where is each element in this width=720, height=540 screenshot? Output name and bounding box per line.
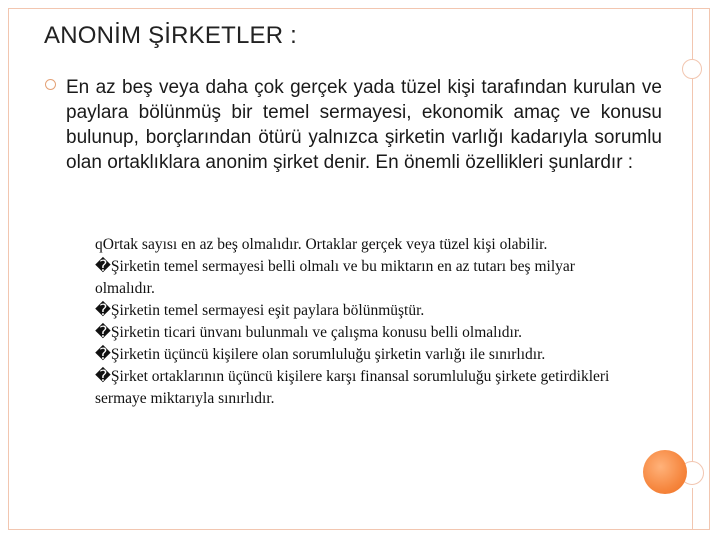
list-marker: � [95, 368, 111, 385]
list-item [95, 300, 635, 322]
list-marker: � [95, 324, 111, 341]
decor-circle-orange [643, 450, 687, 494]
list-item [95, 234, 635, 256]
list-marker: q [95, 236, 103, 253]
list-item [95, 256, 635, 300]
list-item-text: Şirket ortaklarının üçüncü kişilere karşı finansal sorumluluğu şirkete getirdikleri sermaye miktarıyla sınırlıdır. [95, 368, 610, 407]
list-marker: � [95, 258, 111, 275]
list-item [95, 344, 635, 366]
slide-title: ANONİM ŞİRKETLER : [44, 22, 297, 49]
main-paragraph: En az beş veya daha çok gerçek yada tüzel kişi tarafından kurulan ve paylara bölünmüş bir temel sermayesi, ekonomik amaç ve konusu bulunup, borçlarından ötürü yalnızca şirketin varlığı kadarıyla sorumlu olan ortaklıklara anonim şirket denir. En önemli özellikleri şunlardır : [66, 77, 662, 173]
list-item-text: Şirketin üçüncü kişilere olan sorumluluğu şirketin varlığı ile sınırlıdır. [110, 346, 546, 363]
ring-bullet-icon [45, 79, 56, 90]
decor-circle-top [682, 59, 702, 79]
list-marker: � [95, 346, 111, 363]
list-item-text: Şirketin temel sermayesi eşit paylara bölünmüştür. [110, 302, 425, 319]
frame-divider-lower [692, 488, 693, 530]
list-item-text: Şirketin ticari ünvanı bulunmalı ve çalışma konusu belli olmalıdır. [110, 324, 523, 341]
list-marker: � [95, 302, 111, 319]
list-item [95, 366, 635, 410]
list-item-text: Şirketin temel sermayesi belli olmalı ve bu miktarın en az tutarı beş milyar olmalıdır. [95, 258, 575, 297]
feature-list [95, 234, 635, 410]
list-item [95, 322, 635, 344]
list-item-text: Ortak sayısı en az beş olmalıdır. Ortaklar gerçek veya tüzel kişi olabilir. [102, 236, 548, 253]
